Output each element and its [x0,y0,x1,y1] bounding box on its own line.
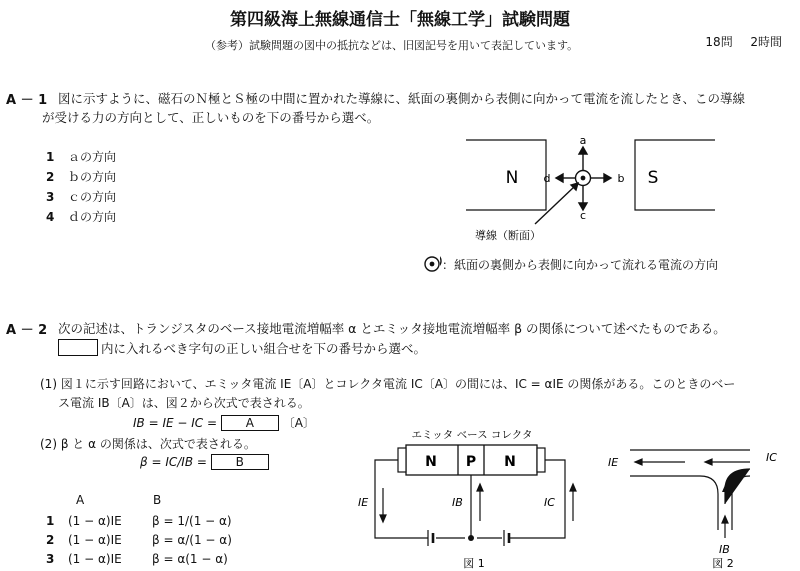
q2-item1-line1: (1) 図１に示す回路において、エミッタ電流 IE〔A〕とコレクタ電流 IC〔A〕の間には、IC = αIE の関係がある。このときのベー [40,377,736,391]
q1-option: 2 ｂの方向 [46,170,117,184]
q1-option: 1 ａの方向 [46,150,117,164]
emitter-terminal [398,448,406,472]
q2-text-line2: 内に入れるべき字句の正しい組合せを下の番号から選べ。 [101,341,427,356]
q2-option: 3 (1 − α)IE β = α(1 − α) [46,552,228,566]
fig2-caption: 図 2 [712,557,734,569]
blank-a: A [221,415,279,431]
question-count: 18問 [705,35,733,49]
q2-label: A － 2 [6,323,48,338]
fig2-ib-label: IB [719,543,730,556]
figure-1-circuit [340,426,600,569]
blank-b: B [211,454,269,470]
fig2-arrows [635,459,750,538]
col-a-header: A [76,493,85,507]
dir-b-label: b [617,172,625,185]
q1-text-line2: が受ける力の方向として、正しいものを下の番号から選べ。 [42,110,380,125]
q1-label: A － 1 [6,93,48,108]
q2-blank-box [58,339,98,356]
dir-c-label: c [579,209,587,222]
col-b-header: B [153,493,162,507]
page-title: 第四級海上無線通信士「無線工学」試験問題 [230,10,570,30]
q1-text-line1: 図に示すように、磁石のＮ極とＳ極の中間に置かれた導線に、紙面の裏側から表側に向かって電流を流したとき、この導線 [58,91,746,106]
q1-option: 3 ｃの方向 [46,190,117,204]
p-region: P [465,454,477,470]
equation-1: IB = IE − IC = A 〔A〕 [133,416,315,430]
fig1-ic-label: IC [544,496,555,509]
fig2-ie-label: IE [608,456,619,469]
n-pole-label: N [505,168,519,188]
collector-terminal [537,448,545,472]
dir-d-label: d [543,172,551,185]
s-pole-label: S [647,168,659,188]
fig1-caption: 図 1 [463,557,485,569]
legend-text: ：紙面の裏側から表側に向かって流れる電流の方向 [442,258,719,272]
fig2-ic-label: IC [766,451,777,464]
legend-icon [423,255,441,273]
q2-item2: (2) β と α の関係は、次式で表される。 [40,437,256,451]
base-junction [468,535,474,541]
reference-note: （参考）試験問題の図中の抵抗などは、旧図記号を用いて表記しています。 [205,39,579,52]
q2-option: 1 (1 − α)IE β = 1/(1 − α) [46,514,232,528]
q2-text-line1: 次の記述は、トランジスタのベース接地電流増幅率 α とエミッタ接地電流増幅率 β の関係について述べたものである。 [58,321,726,336]
n-region-2: N [504,454,516,470]
figure-2-currents [600,430,800,569]
time-limit: 2時間 [750,35,782,49]
wire-dot [581,176,586,181]
exam-meta [705,33,782,50]
wire-label: 導線（断面） [475,229,541,242]
n-region-1: N [425,454,437,470]
q1-option: 4 ｄの方向 [46,210,117,224]
q2-options [46,514,232,571]
fig1-ie-label: IE [358,496,369,509]
q1-options [46,146,116,226]
equation-2: β = IC/IB = B [140,454,269,470]
fig1-header: エミッタ ベース コレクタ [411,429,533,441]
q2-item1-line2: ス電流 IB〔A〕は、図２から次式で表される。 [58,396,310,410]
q2-option: 2 (1 − α)IE β = α/(1 − α) [46,533,232,547]
dir-a-label: a [579,134,587,147]
fig1-ib-label: IB [452,496,463,509]
